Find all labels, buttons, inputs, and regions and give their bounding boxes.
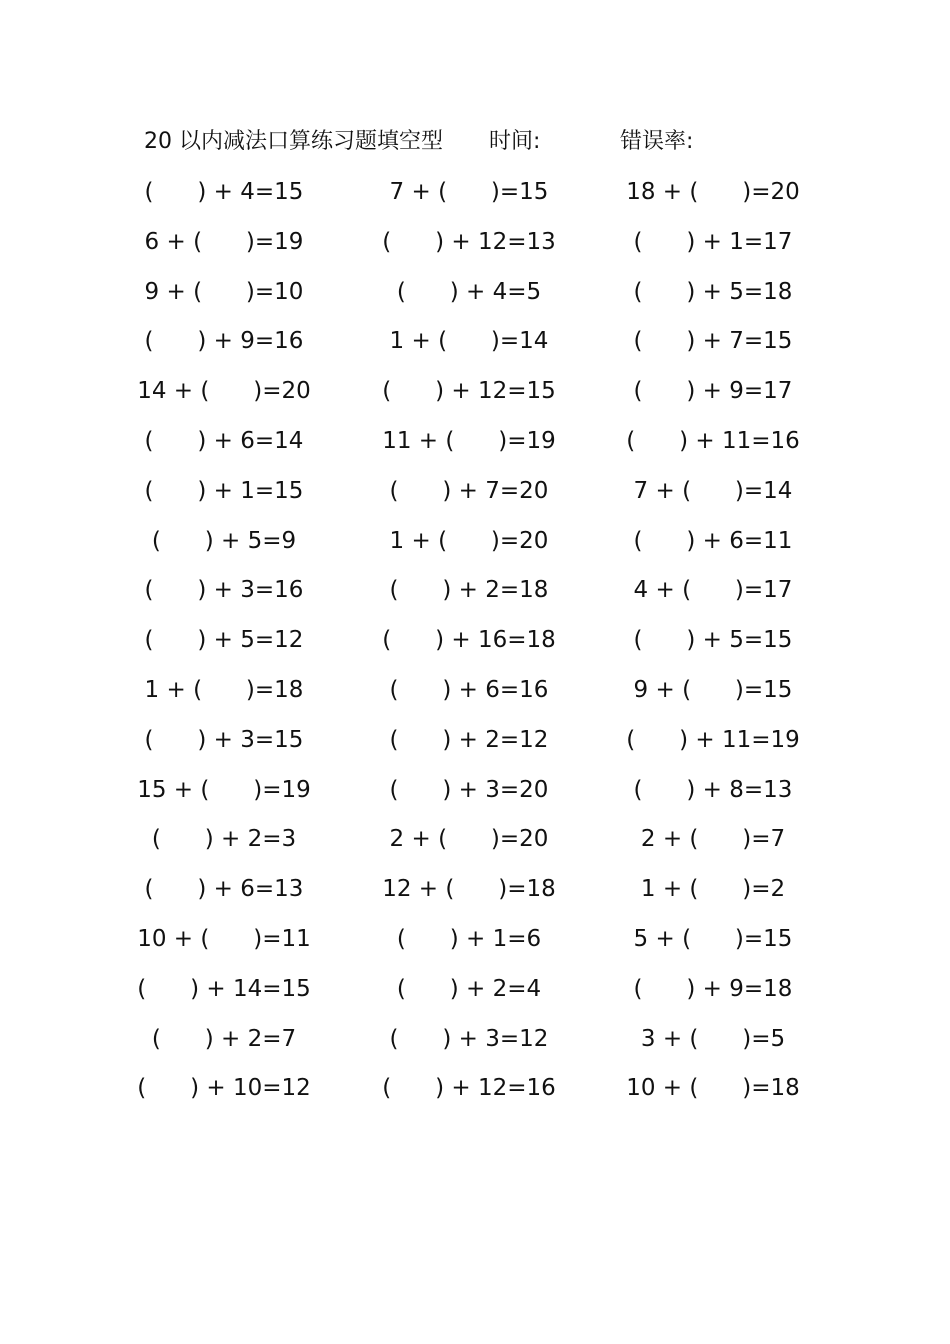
problem-row bbox=[0, 521, 950, 571]
problem: ( ) + 10=12 bbox=[137, 1075, 311, 1102]
problem: ( ) + 8=13 bbox=[633, 776, 793, 803]
problem-row bbox=[0, 869, 950, 919]
problem: 10 + ( )=11 bbox=[137, 925, 311, 952]
problem: 6 + ( )=19 bbox=[144, 228, 304, 255]
problem: ( ) + 14=15 bbox=[137, 975, 311, 1002]
error-rate-label: 错误率: bbox=[620, 129, 694, 154]
problem: ( ) + 5=9 bbox=[151, 527, 297, 554]
problem: ( ) + 4=5 bbox=[396, 278, 542, 305]
problem: 7 + ( )=15 bbox=[389, 179, 549, 205]
problem: ( ) + 12=16 bbox=[382, 1075, 556, 1102]
problem: ( ) + 9=17 bbox=[633, 378, 793, 405]
problem: ( ) + 5=18 bbox=[633, 278, 793, 305]
problem: 1 + ( )=2 bbox=[640, 876, 786, 903]
problem: ( ) + 3=20 bbox=[389, 776, 549, 803]
time-label: 时间: bbox=[489, 129, 541, 154]
problem: ( ) + 7=20 bbox=[389, 477, 549, 504]
problem: ( ) + 2=18 bbox=[389, 577, 549, 604]
problem: 11 + ( )=19 bbox=[382, 427, 556, 454]
problem: ( ) + 12=13 bbox=[382, 228, 556, 255]
problem: ( ) + 11=16 bbox=[626, 427, 800, 454]
problem: 18 + ( )=20 bbox=[626, 179, 800, 205]
problem-row bbox=[0, 969, 950, 1019]
problem-row bbox=[0, 1019, 950, 1069]
problem: ( ) + 5=12 bbox=[144, 627, 304, 654]
problem: ( ) + 6=14 bbox=[144, 427, 304, 454]
problem-grid bbox=[0, 172, 950, 1118]
problem: ( ) + 9=16 bbox=[144, 328, 304, 355]
problem-row bbox=[0, 321, 950, 371]
problem: ( ) + 11=19 bbox=[626, 726, 800, 753]
problem: 1 + ( )=18 bbox=[144, 676, 304, 703]
problem: ( ) + 1=17 bbox=[633, 228, 793, 255]
problem: ( ) + 9=18 bbox=[633, 975, 793, 1002]
problem: ( ) + 2=12 bbox=[389, 726, 549, 753]
problem: 15 + ( )=19 bbox=[137, 776, 311, 803]
problem: 9 + ( )=15 bbox=[633, 676, 793, 703]
problem: 2 + ( )=20 bbox=[389, 826, 549, 853]
problem: ( ) + 1=6 bbox=[396, 925, 542, 952]
problem: ( ) + 2=7 bbox=[151, 1025, 297, 1052]
problem-row bbox=[0, 819, 950, 869]
problem: ( ) + 2=3 bbox=[151, 826, 297, 853]
problem: ( ) + 12=15 bbox=[382, 378, 556, 405]
problem: ( ) + 3=12 bbox=[389, 1025, 549, 1052]
problem: ( ) + 3=15 bbox=[144, 726, 304, 753]
problem-row bbox=[0, 620, 950, 670]
problem-row bbox=[0, 272, 950, 322]
problem: ( ) + 4=15 bbox=[144, 179, 304, 205]
problem: ( ) + 5=15 bbox=[633, 627, 793, 654]
problem: ( ) + 3=16 bbox=[144, 577, 304, 604]
problem: 1 + ( )=20 bbox=[389, 527, 549, 554]
problem-row bbox=[0, 720, 950, 770]
problem: 5 + ( )=15 bbox=[633, 925, 793, 952]
problem: 7 + ( )=14 bbox=[633, 477, 793, 504]
problem: 3 + ( )=5 bbox=[640, 1025, 786, 1052]
problem-row bbox=[0, 670, 950, 720]
worksheet-header bbox=[144, 126, 764, 158]
worksheet-title: 20 以内减法口算练习题填空型 bbox=[144, 129, 443, 154]
problem: 9 + ( )=10 bbox=[144, 278, 304, 305]
problem: ( ) + 1=15 bbox=[144, 477, 304, 504]
problem: ( ) + 16=18 bbox=[382, 627, 556, 654]
problem-row bbox=[0, 471, 950, 521]
problem-row bbox=[0, 570, 950, 620]
problem-row bbox=[0, 222, 950, 272]
problem: 10 + ( )=18 bbox=[626, 1075, 800, 1102]
problem: ( ) + 2=4 bbox=[396, 975, 542, 1002]
problem: 12 + ( )=18 bbox=[382, 876, 556, 903]
problem-row bbox=[0, 770, 950, 820]
problem: ( ) + 6=11 bbox=[633, 527, 793, 554]
problem: 2 + ( )=7 bbox=[640, 826, 786, 853]
problem: 14 + ( )=20 bbox=[137, 378, 311, 405]
problem: 4 + ( )=17 bbox=[633, 577, 793, 604]
problem: 1 + ( )=14 bbox=[389, 328, 549, 355]
problem: ( ) + 7=15 bbox=[633, 328, 793, 355]
problem-row bbox=[0, 1068, 950, 1118]
problem: ( ) + 6=16 bbox=[389, 676, 549, 703]
problem-row bbox=[0, 919, 950, 969]
problem-row bbox=[0, 371, 950, 421]
problem-row bbox=[0, 172, 950, 222]
problem-row bbox=[0, 421, 950, 471]
problem: ( ) + 6=13 bbox=[144, 876, 304, 903]
